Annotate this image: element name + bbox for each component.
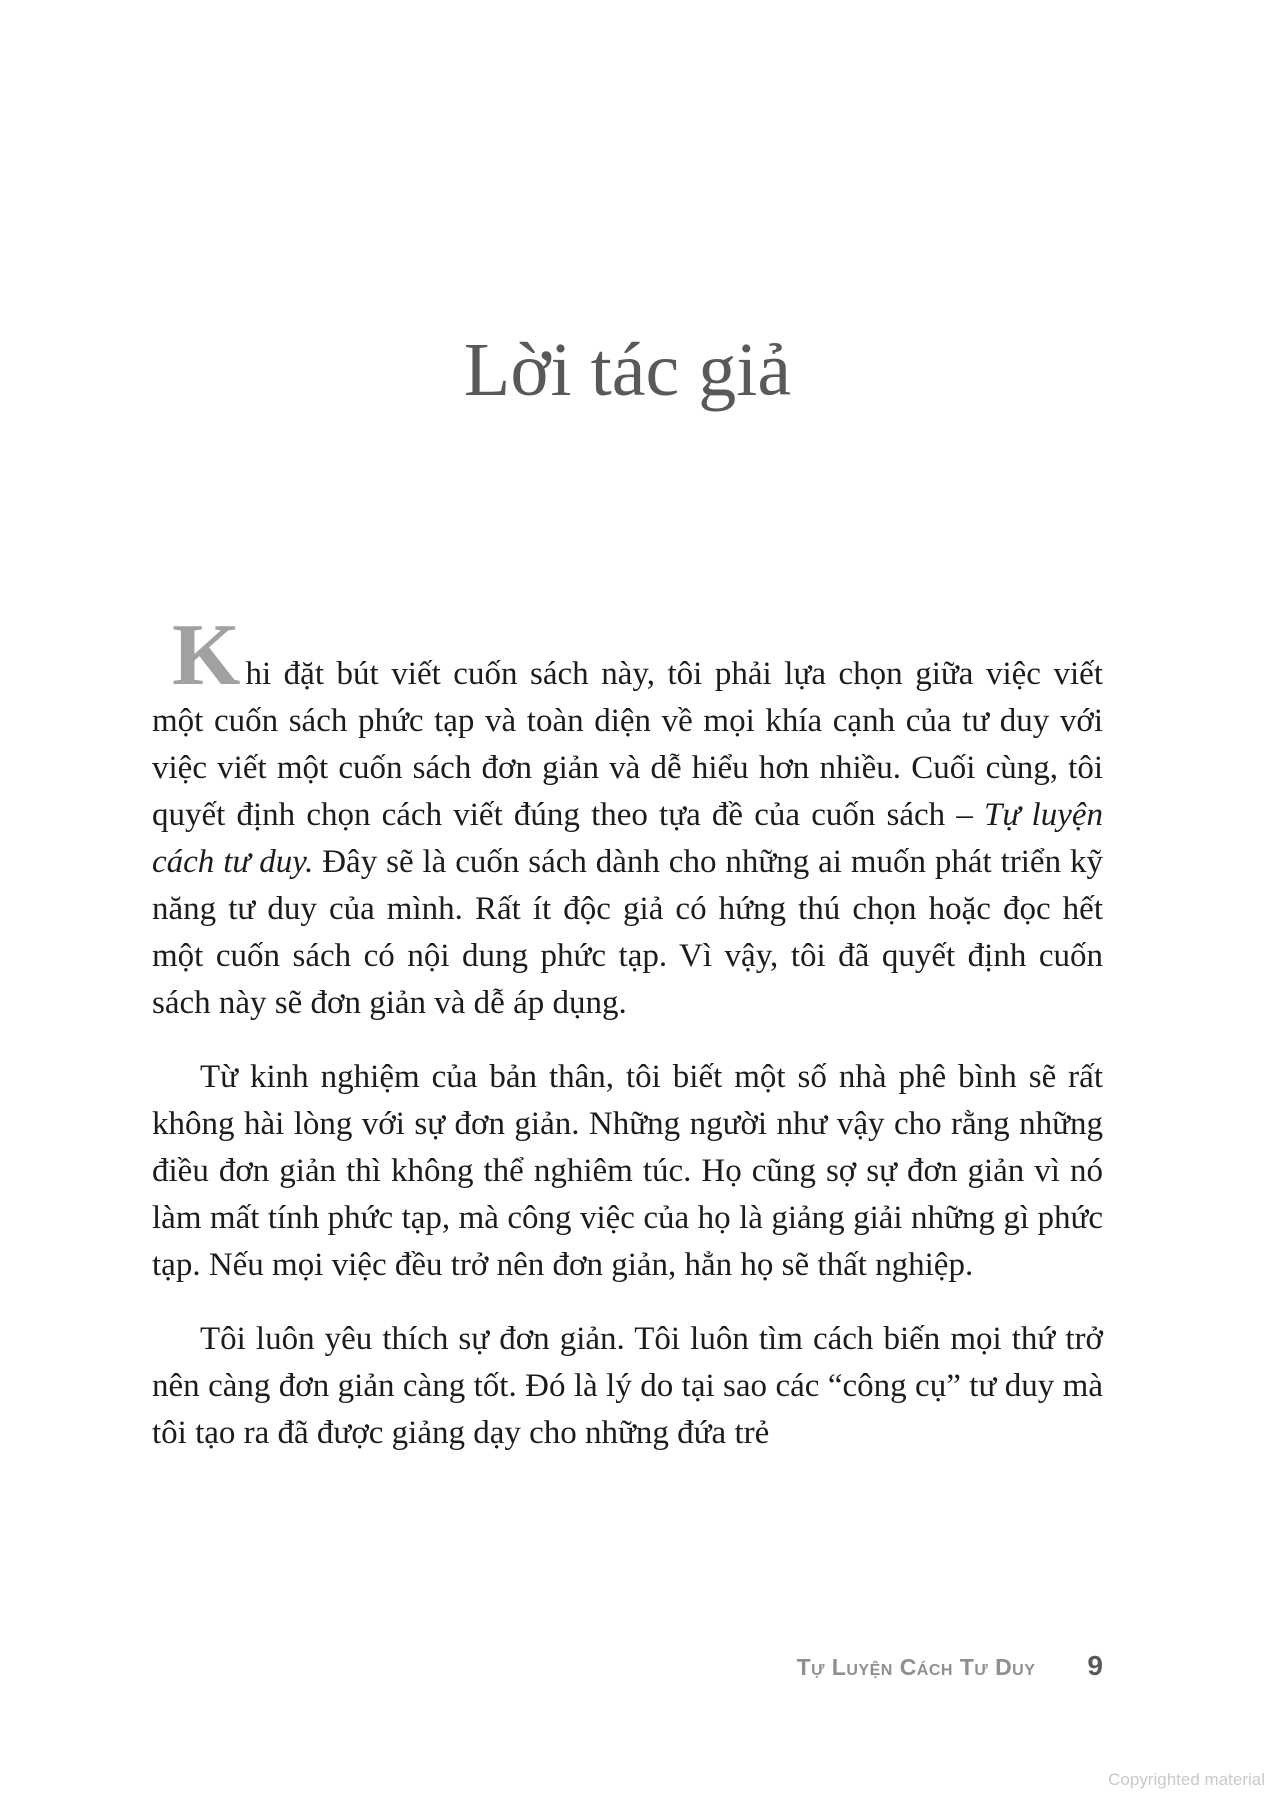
- text-block: [152, 0, 1103, 1457]
- paragraph-1-text-before-italic: hi đặt bút viết cuốn sách này, tôi phải lựa chọn giữa việc viết một cuốn sách phức tạp và toàn diện về mọi khía cạnh của tư duy với việc viết một cuốn sách đơn giản và dễ hiểu hơn nhiều. Cuối cùng, tôi quyết định chọn cách viết đúng theo tựa đề của cuốn sách –: [152, 656, 1103, 833]
- book-title-italic: Tự luyện cách tư duy.: [152, 797, 1103, 880]
- drop-cap-initial: K: [172, 607, 241, 704]
- paragraph-1: [152, 607, 1103, 1027]
- footer-book-title: Tự Luyện Cách Tư Duy: [796, 1654, 1036, 1680]
- paragraph-2: Từ kinh nghiệm của bản thân, tôi biết một số nhà phê bình sẽ rất không hài lòng với sự đơn giản. Những người như vậy cho rằng những điều đơn giản thì không thể nghiêm túc. Họ cũng sợ sự đơn giản vì nó làm mất tính phức tạp, mà công việc của họ là giảng giải những gì phức tạp. Nếu mọi việc đều trở nên đơn giản, hẳn họ sẽ thất nghiệp.: [152, 1059, 1103, 1283]
- paragraph-3: Tôi luôn yêu thích sự đơn giản. Tôi luôn tìm cách biến mọi thứ trở nên càng đơn giản càng tốt. Đó là lý do tại sao các “công cụ” tư duy mà tôi tạo ra đã được giảng dạy cho những đứa trẻ: [152, 1321, 1103, 1451]
- paragraph-1-text-after-italic: Đây sẽ là cuốn sách dành cho những ai muốn phát triển kỹ năng tư duy của mình. Rất ít độc giả có hứng thú chọn hoặc đọc hết một cuốn sách có nội dung phức tạp. Vì vậy, tôi đã quyết định cuốn sách này sẽ đơn giản và dễ áp dụng.: [152, 844, 1103, 1021]
- page-footer: [797, 1650, 1103, 1682]
- page-title: Lời tác giả: [463, 328, 792, 412]
- copyright-watermark: Copyrighted material: [1108, 1770, 1265, 1789]
- footer-page-number: 9: [1087, 1650, 1103, 1681]
